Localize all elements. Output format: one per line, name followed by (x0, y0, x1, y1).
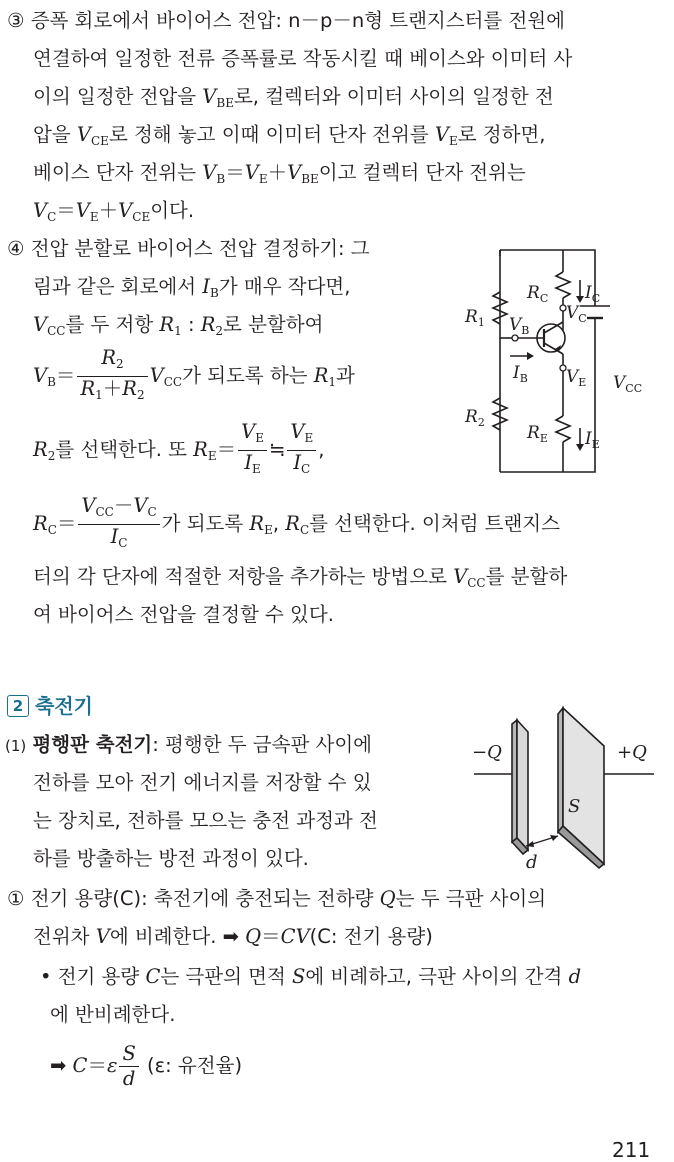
item3-line6: $V_C=V_E+V_{CE}$이다. (33, 199, 195, 224)
item4-line7: 터의 각 단자에 적절한 저항을 추가하는 방법으로 $V_{CC}$를 분할하 (33, 565, 568, 590)
cap-line3: • 전기 용량 C는 극판의 면적 S에 비례하고, 극판 사이의 간격 d (40, 965, 582, 988)
svg-text:VC: $V_C$ (566, 303, 587, 325)
item4-line8: 여 바이어스 전압을 결정할 수 있다. (33, 603, 334, 626)
svg-text:IB: $I_B$ (513, 363, 528, 385)
svg-text:RC: $R_C$ (527, 283, 549, 305)
item3-line1: ③ 증폭 회로에서 바이어스 전압: n－p－n형 트랜지스터를 전원에 (7, 9, 565, 32)
item4-line1: ④ 전압 분할로 바이어스 전압 결정하기: 그 (7, 237, 370, 260)
item4-line2: 림과 같은 회로에서 $I_B$가 매우 작다면, (33, 275, 351, 300)
svg-text:R2: $R_2$ (465, 407, 485, 429)
transistor-bias-circuit (455, 246, 670, 486)
item3-line3: 이의 일정한 전압을 $V_{BE}$로, 컬렉터와 이미터 사이의 일정한 전 (33, 85, 554, 110)
item4-line3: $V_{CC}$를 두 저항 $R_1$ : $R_2$로 분할하여 (33, 313, 324, 338)
cap-line2: 전위차 V에 비례한다. ➡ Q＝CV(C: 전기 용량) (33, 925, 433, 948)
item3-line5: 베이스 단자 전위는 $V_B=V_E+V_{BE}$이고 컬렉터 단자 전위는 (33, 161, 526, 186)
item3-line2: 연결하여 일정한 전류 증폭률로 작동시킬 때 베이스와 이미터 사 (33, 47, 573, 70)
svg-text:−Q: −Q (472, 742, 502, 763)
item3-line4: 압을 $V_{CE}$로 정해 놓고 이때 이미터 단자 전위를 $V_E$로 정하면, (33, 123, 546, 148)
cap-line1: ① 전기 용량(C): 축전기에 충전되는 전하량 Q는 두 극판 사이의 (7, 887, 547, 910)
svg-text:RE: $R_E$ (527, 423, 548, 445)
item1-line3: 는 장치로, 전하를 모으는 충전 과정과 전 (33, 809, 378, 832)
svg-text:+Q: +Q (617, 742, 647, 763)
page-number: 211 (612, 1138, 651, 1162)
item1-line1: (1) 평행판 축전기: 평행한 두 금속판 사이에 (5, 733, 372, 756)
item4-line6: $R_C=$ $\frac{V_{CC}-V_C}{I_C}$ 가 되도록 $R_E$, $R_C$를 선택한다. 이처럼 트랜지스 (33, 494, 560, 550)
svg-text:VE: $V_E$ (566, 367, 587, 389)
item1-line2: 전하를 모아 전기 에너지를 저장할 수 있 (33, 771, 372, 794)
item4-line4: $V_B=$ $\frac{R_2}{R_1+R_2}$ $V_{CC}$가 되도록 하는 $R_1$과 (33, 346, 355, 402)
svg-text:S: S (568, 796, 581, 817)
svg-text:VCC: $V_{CC}$ (613, 373, 643, 395)
section-heading: 2 축전기 (7, 690, 93, 719)
item4-line5: $R_2$를 선택한다. 또 $R_E=$ $\frac{V_E}{I_E}$ ≒ $\frac{V_E}{I_C}$ , (33, 420, 325, 476)
svg-text:IE: $I_E$ (585, 429, 600, 451)
svg-text:VB: $V_B$ (509, 315, 530, 337)
item1-line4: 하를 방출하는 방전 과정이 있다. (33, 847, 309, 870)
parallel-plate-capacitor-diagram (462, 700, 662, 872)
svg-text:d: d (526, 852, 538, 872)
svg-text:IC: $I_C$ (585, 283, 601, 305)
svg-text:R1: $R_1$ (465, 307, 485, 329)
cap-line4: 에 반비례한다. (50, 1003, 176, 1026)
cap-formula: ➡ C＝ε $\frac{S}{d}$ (ε: 유전율) (50, 1042, 243, 1090)
